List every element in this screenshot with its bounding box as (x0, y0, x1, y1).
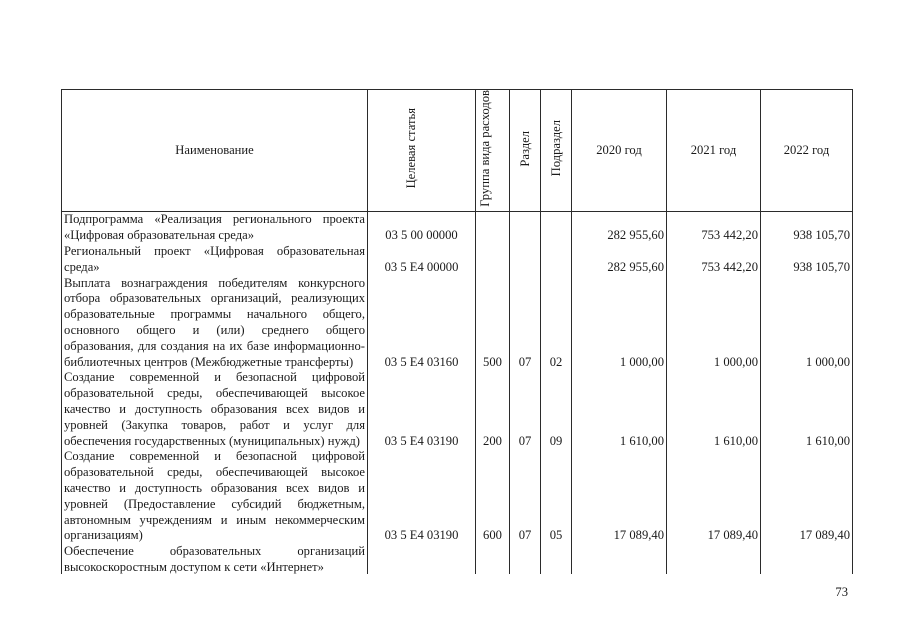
row-subsection (541, 212, 572, 244)
header-year-2020: 2020 год (572, 90, 667, 212)
row-name: Создание современной и безопасной цифровой образовательной среды, обеспечивающей высокое качество и доступность образования всех видов и уровней (Закупка товаров, работ и услуг для обеспечения государственных (муниципальных) нужд) (62, 370, 368, 449)
budget-table (61, 89, 853, 576)
table-row (62, 212, 853, 244)
row-target-article: 03 5 E4 00000 (368, 244, 476, 276)
row-target-article: 03 5 E4 03190 (368, 449, 476, 544)
row-name: Обеспечение образовательных организаций высокоскоростным доступом к сети «Интернет» (62, 544, 368, 576)
row-subsection (541, 244, 572, 276)
header-target-article: Целевая статья (368, 90, 476, 212)
row-name: Региональный проект «Цифровая образовательная среда» (62, 244, 368, 276)
row-value-2020: 282 955,60 (572, 244, 667, 276)
row-value-2020: 17 089,40 (572, 449, 667, 544)
row-subsection (541, 544, 572, 576)
header-subsection: Подраздел (541, 90, 572, 212)
row-value-2021 (667, 544, 761, 576)
row-target-article: 03 5 E4 03160 (368, 276, 476, 371)
row-value-2022: 1 610,00 (761, 370, 853, 449)
row-value-2021: 1 610,00 (667, 370, 761, 449)
row-value-2022 (761, 544, 853, 576)
row-value-2021: 753 442,20 (667, 244, 761, 276)
row-subsection: 09 (541, 370, 572, 449)
row-name: Подпрограмма «Реализация регионального проекта «Цифровая образовательная среда» (62, 212, 368, 244)
table-row (62, 544, 853, 576)
page-number: 73 (835, 585, 848, 599)
row-section: 07 (510, 449, 541, 544)
row-subsection: 05 (541, 449, 572, 544)
row-value-2022: 1 000,00 (761, 276, 853, 371)
table-row (62, 370, 853, 449)
row-expense-group: 500 (476, 276, 510, 371)
row-section (510, 544, 541, 576)
table-header-row (62, 90, 853, 212)
row-section (510, 244, 541, 276)
row-expense-group (476, 244, 510, 276)
header-year-2021: 2021 год (667, 90, 761, 212)
row-name: Выплата вознаграждения победителям конкурсного отбора образовательных организаций, реализующих образовательные программы начального общего, основного общего и (или) среднего общего образования, для создания на их базе информационно-библиотечных центров (Межбюджетные трансферты) (62, 276, 368, 371)
row-value-2021: 753 442,20 (667, 212, 761, 244)
row-section: 07 (510, 370, 541, 449)
row-subsection: 02 (541, 276, 572, 371)
row-section: 07 (510, 276, 541, 371)
row-target-article: 03 5 00 00000 (368, 212, 476, 244)
row-value-2022: 938 105,70 (761, 212, 853, 244)
header-expense-group: Группа вида расходов (476, 90, 510, 212)
row-value-2020: 1 610,00 (572, 370, 667, 449)
row-target-article: 03 5 E4 03190 (368, 370, 476, 449)
table-row (62, 449, 853, 544)
row-value-2021: 17 089,40 (667, 449, 761, 544)
row-target-article (368, 544, 476, 576)
header-year-2022: 2022 год (761, 90, 853, 212)
row-value-2020: 282 955,60 (572, 212, 667, 244)
header-name: Наименование (62, 90, 368, 212)
row-name: Создание современной и безопасной цифровой образовательной среды, обеспечивающей высокое качество и доступность образования всех видов и уровней (Предоставление субсидий бюджетным, автономным учреждениям и иным некоммерческим организациям) (62, 449, 368, 544)
row-expense-group (476, 212, 510, 244)
row-value-2022: 17 089,40 (761, 449, 853, 544)
row-expense-group (476, 544, 510, 576)
table-row (62, 244, 853, 276)
header-section: Раздел (510, 90, 541, 212)
row-section (510, 212, 541, 244)
row-value-2020 (572, 544, 667, 576)
page-bottom-margin (0, 574, 905, 640)
table-row (62, 276, 853, 371)
row-value-2020: 1 000,00 (572, 276, 667, 371)
row-expense-group: 600 (476, 449, 510, 544)
row-value-2021: 1 000,00 (667, 276, 761, 371)
row-value-2022: 938 105,70 (761, 244, 853, 276)
row-expense-group: 200 (476, 370, 510, 449)
